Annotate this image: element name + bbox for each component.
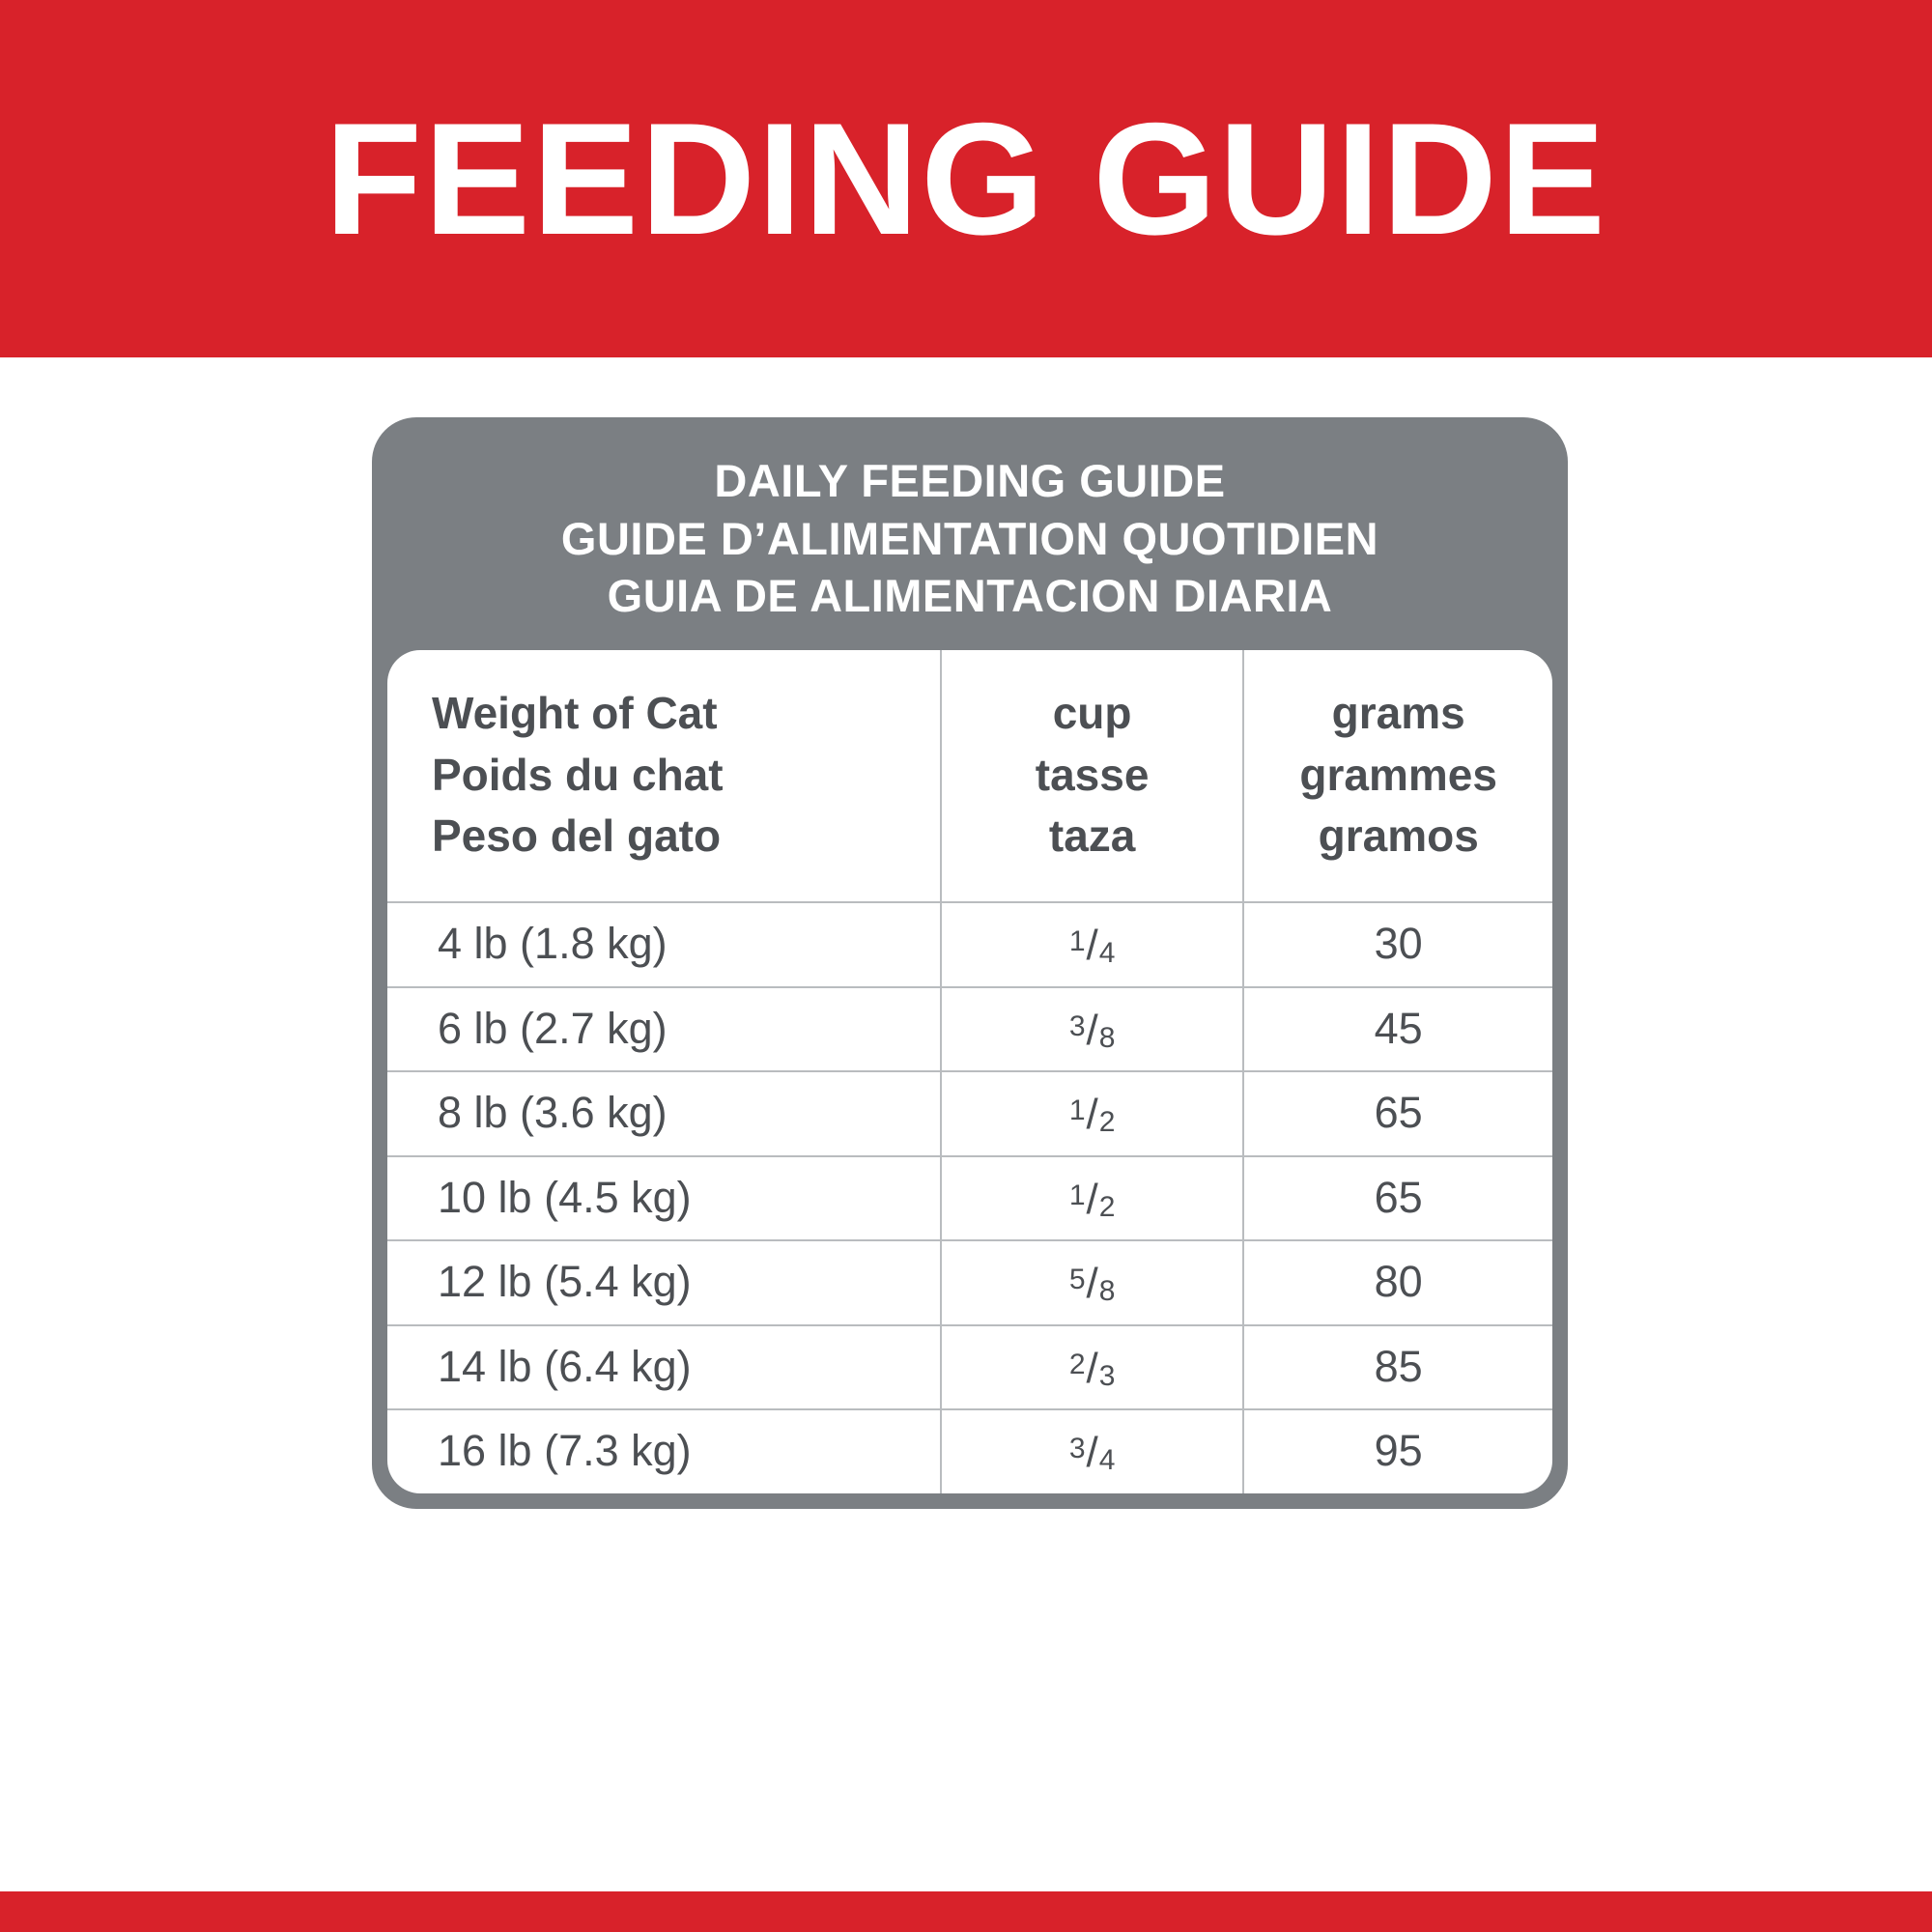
column-header-cup-es: taza [1048, 810, 1136, 861]
cup-denominator: 3 [1098, 1359, 1116, 1392]
table-row [387, 1156, 1552, 1241]
cell-cup [941, 1325, 1244, 1410]
column-header-cup-en: cup [1052, 688, 1132, 739]
cup-denominator: 2 [1098, 1190, 1116, 1223]
table-row [387, 902, 1552, 987]
cell-weight: 10 lb (4.5 kg) [387, 1156, 941, 1241]
column-header-weight-es: Peso del gato [432, 810, 722, 861]
feeding-table [387, 650, 1552, 1493]
page-title: FEEDING GUIDE [325, 89, 1607, 268]
card-header [372, 417, 1568, 650]
cup-denominator: 4 [1098, 937, 1116, 970]
cell-cup [941, 1156, 1244, 1241]
cell-weight: 14 lb (6.4 kg) [387, 1325, 941, 1410]
table-header-row [387, 650, 1552, 902]
cell-cup [941, 1409, 1244, 1493]
fraction-slash-icon: / [1086, 1091, 1098, 1139]
cell-grams: 45 [1243, 987, 1552, 1072]
cell-cup [941, 1071, 1244, 1156]
table-row [387, 1325, 1552, 1410]
column-header-cup-fr: tasse [1035, 749, 1150, 800]
cell-grams: 65 [1243, 1156, 1552, 1241]
cell-weight: 6 lb (2.7 kg) [387, 987, 941, 1072]
cup-numerator: 5 [1068, 1264, 1086, 1296]
cell-grams: 85 [1243, 1325, 1552, 1410]
column-header-grams [1243, 650, 1552, 902]
column-header-weight-en: Weight of Cat [432, 688, 718, 739]
column-header-grams-en: grams [1331, 688, 1465, 739]
cell-grams: 30 [1243, 902, 1552, 987]
footer-band [0, 1891, 1932, 1932]
cell-weight: 16 lb (7.3 kg) [387, 1409, 941, 1493]
card-title-line-fr: GUIDE D’ALIMENTATION QUOTIDIEN [560, 512, 1379, 564]
card-title-line-en: DAILY FEEDING GUIDE [714, 455, 1226, 506]
cup-denominator: 8 [1098, 1275, 1116, 1308]
column-header-cup [941, 650, 1244, 902]
cell-cup [941, 902, 1244, 987]
cup-numerator: 1 [1068, 925, 1086, 958]
cup-numerator: 3 [1068, 1433, 1086, 1465]
column-header-grams-fr: grammes [1299, 749, 1497, 800]
cell-weight: 4 lb (1.8 kg) [387, 902, 941, 987]
table-header [387, 650, 1552, 902]
column-header-weight-fr: Poids du chat [432, 749, 724, 800]
table-row [387, 1409, 1552, 1493]
table-body [387, 902, 1552, 1493]
column-header-weight [387, 650, 941, 902]
cell-cup [941, 987, 1244, 1072]
feeding-table-wrapper [387, 650, 1552, 1493]
cell-grams: 95 [1243, 1409, 1552, 1493]
table-row [387, 987, 1552, 1072]
cup-numerator: 1 [1068, 1094, 1086, 1127]
cup-denominator: 4 [1098, 1444, 1116, 1477]
fraction-slash-icon: / [1086, 1006, 1098, 1054]
cell-grams: 80 [1243, 1240, 1552, 1325]
cell-weight: 12 lb (5.4 kg) [387, 1240, 941, 1325]
cup-numerator: 2 [1068, 1348, 1086, 1380]
cup-denominator: 2 [1098, 1106, 1116, 1139]
header-band [0, 0, 1932, 357]
cup-numerator: 1 [1068, 1179, 1086, 1211]
table-row [387, 1240, 1552, 1325]
fraction-slash-icon: / [1086, 1344, 1098, 1392]
table-row [387, 1071, 1552, 1156]
fraction-slash-icon: / [1086, 1260, 1098, 1308]
cell-weight: 8 lb (3.6 kg) [387, 1071, 941, 1156]
cell-cup [941, 1240, 1244, 1325]
cup-numerator: 3 [1068, 1009, 1086, 1042]
fraction-slash-icon: / [1086, 922, 1098, 970]
card-title-line-es: GUIA DE ALIMENTACION DIARIA [607, 570, 1333, 622]
column-header-grams-es: gramos [1318, 810, 1479, 861]
daily-feeding-guide-card [372, 417, 1568, 1509]
fraction-slash-icon: / [1086, 1429, 1098, 1477]
cup-denominator: 8 [1098, 1021, 1116, 1054]
cell-grams: 65 [1243, 1071, 1552, 1156]
fraction-slash-icon: / [1086, 1175, 1098, 1223]
